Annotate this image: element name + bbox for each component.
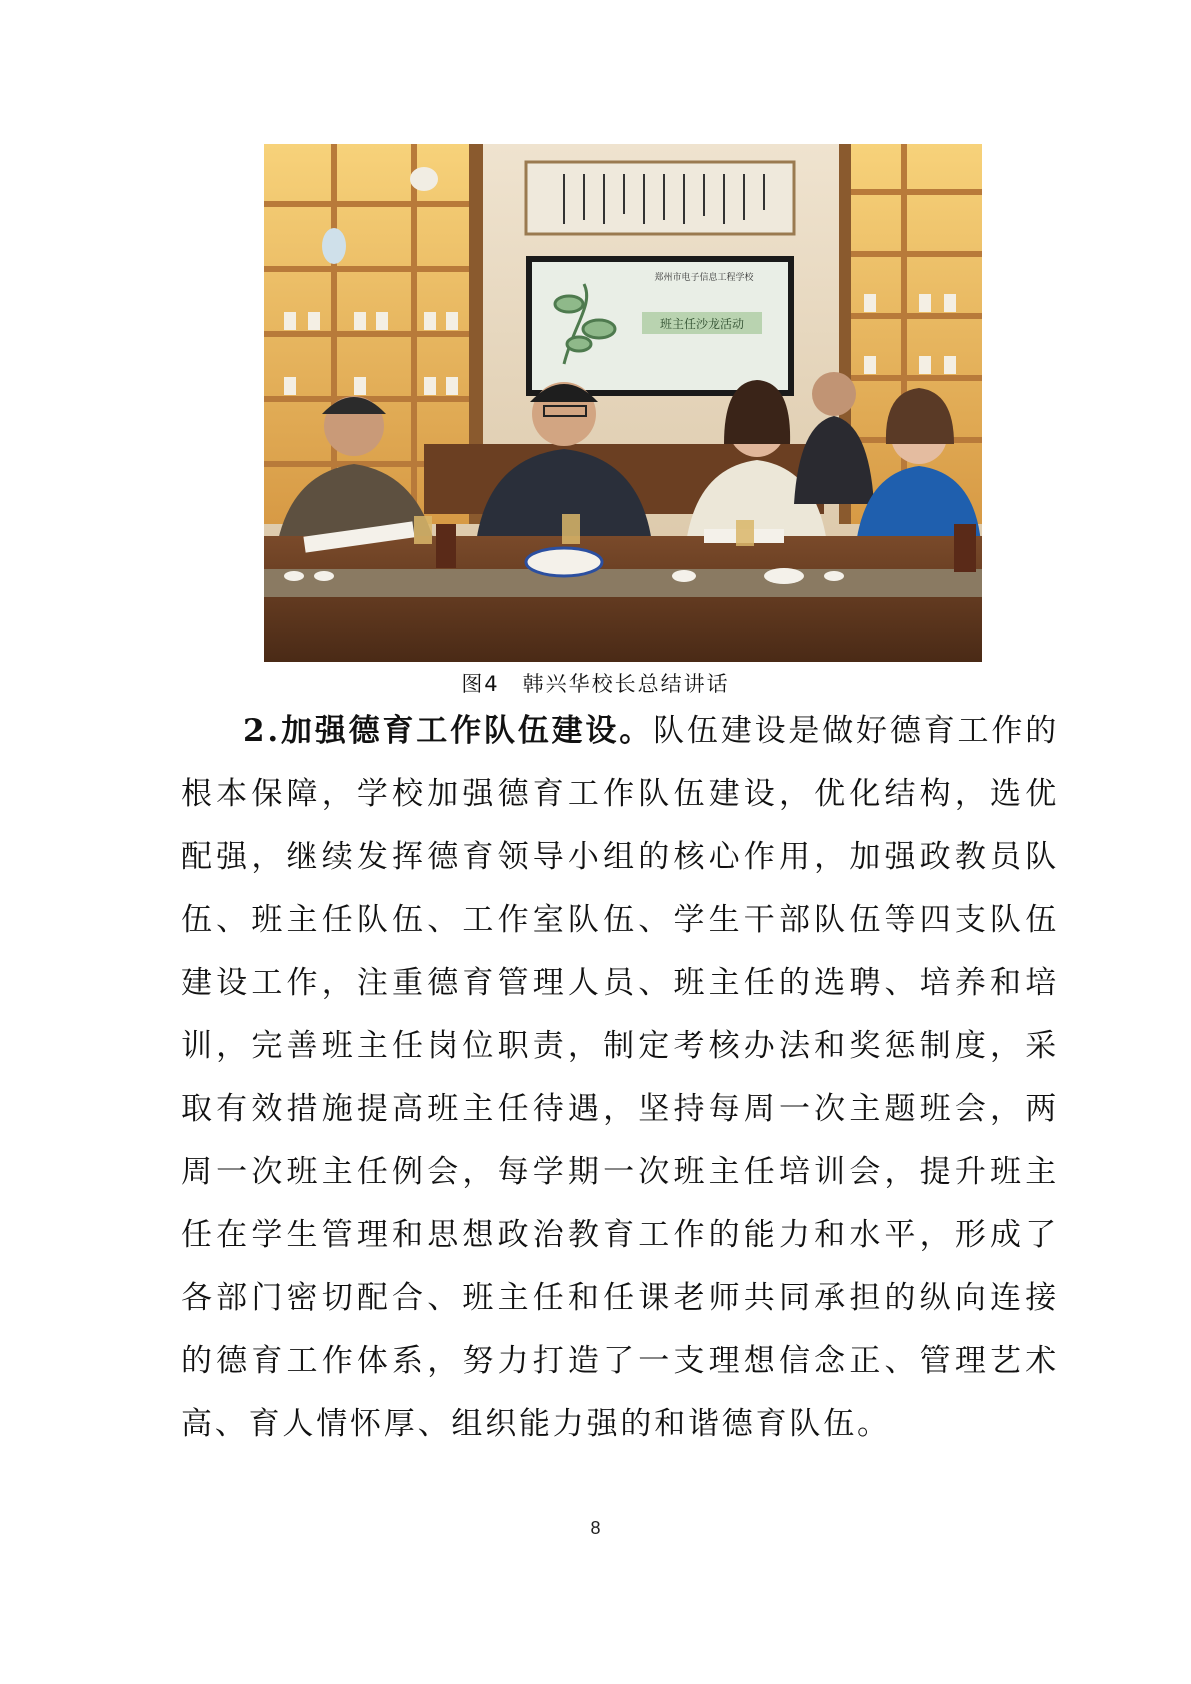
meeting-photo-illustration: [264, 144, 982, 662]
page-number: 8: [590, 1518, 601, 1538]
screen-title: 班主任沙龙活动: [659, 317, 745, 331]
section-paragraph: [181, 700, 1059, 1456]
figure-caption: 图4 韩兴华校长总结讲话: [461, 672, 730, 696]
screen-header: 郑州市电子信息工程学校: [654, 273, 754, 283]
section-body: 队伍建设是做好德育工作的根本保障，学校加强德育工作队伍建设，优化结构，选优配强，继续发挥德育领导小组的核心作用，加强政教员队伍、班主任队伍、工作室队伍、学生干部队伍等四支队伍建设工作，注重德育管理人员、班主任的选聘、培养和培训，完善班主任岗位职责，制定考核办法和奖惩制度，采取有效措施提高班主任待遇，坚持每周一次主题班会，两周一次班主任例会，每学期一次班主任培训会，提升班主任在学生管理和思想政治教育工作的能力和水平，形成了各部门密切配合、班主任和任课老师共同承担的纵向连接的德育工作体系，努力打造了一支理想信念正、管理艺术高、育人情怀厚、组织能力强的和谐德育队伍。: [181, 713, 1059, 1442]
section-heading: 2.加强德育工作队伍建设。: [243, 713, 654, 749]
meeting-photo: [264, 144, 982, 662]
